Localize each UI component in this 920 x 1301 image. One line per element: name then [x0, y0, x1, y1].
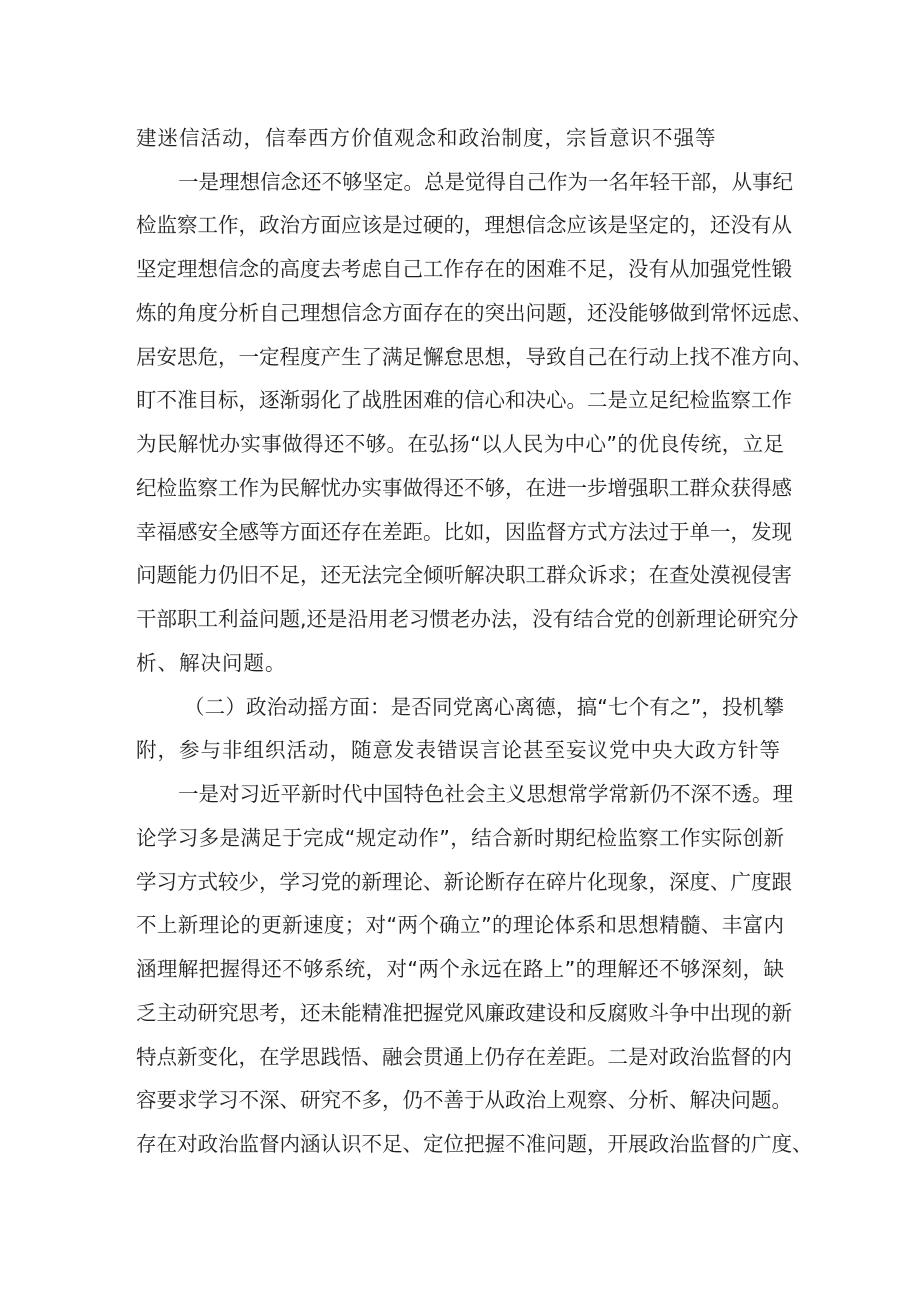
- text-line: 析、解决问题。: [136, 651, 287, 675]
- section-heading-line: （二）政治动摇方面：是否同党离心离德，搞“七个有之”，投机攀: [184, 695, 784, 719]
- text-line: 学习方式较少，学习党的新理论、新论断存在碎片化现象，深度、广度跟: [136, 870, 792, 894]
- text-line: 一是理想信念还不够坚定。总是觉得自己作为一名年轻干部，从事纪: [178, 170, 793, 194]
- text-line: 干部职工利益问题,还是沿用老习惯老办法，没有结合党的创新理论研究分: [136, 607, 799, 631]
- text-line: 幸福感安全感等方面还存在差距。比如，因监督方式方法过于单一，发现: [136, 520, 792, 544]
- text-line: 存在对政治监督内涵认识不足、定位把握不准问题，开展政治监督的广度、: [136, 1132, 813, 1156]
- text-line: 问题能力仍旧不足，还无法完全倾听解决职工群众诉求；在查处漠视侵害: [136, 563, 792, 587]
- section-heading-line: 附，参与非组织活动，随意发表错误言论甚至妄议党中央大政方针等: [136, 738, 781, 762]
- text-line: 检监察工作，政治方面应该是过硬的，理想信念应该是坚定的，还没有从: [136, 213, 792, 237]
- text-line: 一是对习近平新时代中国特色社会主义思想常学常新仍不深不透。理: [178, 782, 793, 806]
- text-line: 涵理解把握得还不够系统，对“两个永远在路上”的理解还不够深刻，缺: [136, 957, 784, 981]
- text-line: 炼的角度分析自己理想信念方面存在的突出问题，还没能够做到常怀远虑、: [136, 301, 813, 325]
- text-line: 盯不准目标，逐渐弱化了战胜困难的信心和决心。二是立足纪检监察工作: [136, 388, 792, 412]
- text-line: 建迷信活动，信奉西方价值观念和政治制度，宗旨意识不强等: [136, 126, 717, 150]
- text-line: 不上新理论的更新速度；对“两个确立”的理论体系和思想精髓、丰富内: [136, 913, 784, 937]
- text-line: 居安思危，一定程度产生了满足懈怠思想，导致自己在行动上找不准方向、: [136, 345, 813, 369]
- text-line: 特点新变化，在学思践悟、融会贯通上仍存在差距。二是对政治监督的内: [136, 1045, 792, 1069]
- text-line: 论学习多是满足于完成“规定动作”，结合新时期纪检监察工作实际创新: [136, 826, 784, 850]
- text-line: 纪检监察工作为民解忧办实事做得还不够，在进一步增强职工群众获得感: [136, 476, 792, 500]
- text-line: 为民解忧办实事做得还不够。在弘扬“以人民为中心”的优良传统，立足: [136, 432, 784, 456]
- text-line: 坚定理想信念的高度去考虑自己工作存在的困难不足，没有从加强党性锻: [136, 257, 792, 281]
- text-line: 乏主动研究思考，还未能精准把握党风廉政建设和反腐败斗争中出现的新: [136, 1001, 792, 1025]
- text-line: 容要求学习不深、研究不多，仍不善于从政治上观察、分析、解决问题。: [136, 1088, 792, 1112]
